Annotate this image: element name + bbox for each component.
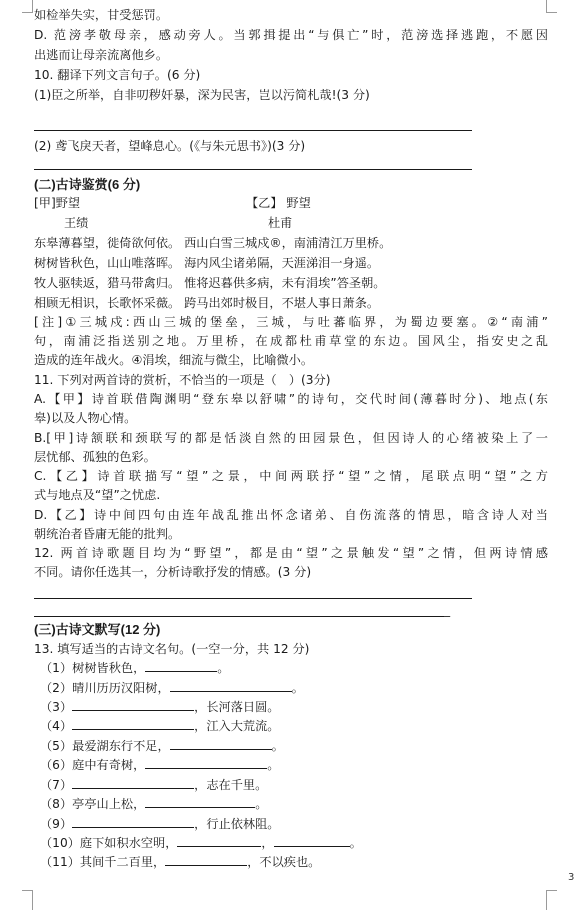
fill-item-8-num: （8） bbox=[40, 797, 73, 811]
option-c-line-2: 式与地点及“望”之忧虑. bbox=[34, 488, 161, 502]
section-3-heading: (三)古诗文默写(12 分) bbox=[34, 622, 161, 637]
question-13: 13. 填写适当的古诗文名句。(一空一分，共 12 分) bbox=[34, 642, 310, 656]
fill-blank-5[interactable] bbox=[170, 736, 272, 750]
option-a-line-2: 皋)以及人物心情。 bbox=[34, 411, 137, 425]
answer-line-12-1 bbox=[34, 598, 472, 599]
fill-item-4-after: ，江入大荒流。 bbox=[194, 719, 280, 733]
fill-item-6-before: 庭中有奇树， bbox=[72, 758, 146, 772]
fill-item-8-after: 。 bbox=[255, 797, 268, 811]
fill-item-7-after: ，志在千里。 bbox=[194, 778, 268, 792]
fill-item-8-before: 亭亭山上松， bbox=[72, 797, 146, 811]
poem-line-3: 牧人驱犊返，猎马带禽归。 惟将迟暮供多病，未有涓埃”答圣朝。 bbox=[34, 276, 386, 290]
fill-blank-2[interactable] bbox=[170, 678, 292, 692]
note-line-1: [注]①三城戍:西山三城的堡垒，三城，与吐蕃临界，为蜀边要塞。②“南浦” bbox=[34, 315, 548, 329]
option-d-line-2b: 朝统治者昏庸无能的批判。 bbox=[34, 527, 181, 541]
fill-item-10-mid: ， bbox=[261, 836, 274, 850]
fill-item-6-num: （6） bbox=[40, 758, 73, 772]
fill-item-11 bbox=[40, 852, 320, 872]
fill-blank-10a[interactable] bbox=[177, 833, 261, 847]
fill-blank-8[interactable] bbox=[145, 794, 255, 808]
fill-item-9-num: （9） bbox=[40, 817, 73, 831]
option-b-line-1: B.[甲]诗颔联和颈联写的都是恬淡自然的田园景色，但因诗人的心绪被染上了一 bbox=[34, 431, 548, 445]
fill-item-5-after: 。 bbox=[271, 739, 284, 753]
fill-blank-9[interactable] bbox=[72, 814, 194, 828]
fill-item-1-after: 。 bbox=[217, 661, 230, 675]
section-2-heading: (二)古诗鉴赏(6 分) bbox=[34, 177, 141, 192]
crop-mark-bottom-left bbox=[22, 890, 33, 910]
fill-item-1-before: 树树皆秋色， bbox=[72, 661, 146, 675]
option-d-line-2: 出逃而让母亲流离他乡。 bbox=[34, 48, 169, 62]
fill-item-9-after: ，行止依林阻。 bbox=[194, 817, 280, 831]
fill-item-10-num: （10） bbox=[40, 836, 80, 850]
fill-item-4 bbox=[40, 716, 279, 736]
fill-item-5-before: 最爱湖东行不足， bbox=[72, 739, 170, 753]
fill-item-11-num: （11） bbox=[40, 855, 80, 869]
fill-item-3-after: ，长河落日圆。 bbox=[194, 700, 280, 714]
option-c-tail: 如检举失实，甘受惩罚。 bbox=[34, 8, 169, 22]
fill-item-11-mid: ， bbox=[247, 855, 260, 869]
fill-item-1-num: （1） bbox=[40, 661, 73, 675]
fill-item-7-num: （7） bbox=[40, 778, 73, 792]
fill-item-2-num: （2） bbox=[40, 681, 73, 695]
fill-blank-6[interactable] bbox=[145, 755, 267, 769]
fill-item-5 bbox=[40, 736, 284, 756]
fill-item-7 bbox=[40, 775, 267, 795]
fill-blank-10b[interactable] bbox=[274, 833, 350, 847]
fill-item-2-after: 。 bbox=[291, 681, 304, 695]
fill-blank-3[interactable] bbox=[72, 697, 194, 711]
question-10-1: (1)臣之所举，自非叨秽奸暴，深为民害，岂以污简札哉!(3 分) bbox=[34, 88, 370, 102]
fill-item-4-num: （4） bbox=[40, 719, 73, 733]
crop-mark-top-right bbox=[546, 0, 557, 13]
answer-line-10-2 bbox=[34, 169, 472, 170]
option-d-line-1b: D.【乙】诗中间四句由连年战乱推出怀念诸弟、自伤流落的情思，暗含诗人对当 bbox=[34, 508, 548, 522]
crop-mark-bottom-right bbox=[546, 890, 557, 910]
answer-line-10-1 bbox=[34, 130, 472, 131]
poem-a-title: [甲]野望 bbox=[34, 196, 81, 210]
option-a-line-1: A.【甲】诗首联借陶渊明“登东皋以舒啸”的诗句，交代时间(薄暮时分)、地点(东 bbox=[34, 392, 548, 406]
answer-line-12-2 bbox=[34, 616, 444, 617]
fill-item-3 bbox=[40, 697, 279, 717]
fill-item-11-before: 其间千二百里， bbox=[79, 855, 166, 869]
poem-line-2: 树树皆秋色，山山唯落晖。 海内风尘诸弟隔，天涯涕泪一身遥。 bbox=[34, 256, 380, 270]
poem-b-author: 杜甫 bbox=[268, 216, 293, 230]
fill-item-10-before: 庭下如积水空明， bbox=[79, 836, 178, 850]
fill-item-1 bbox=[40, 658, 229, 678]
crop-mark-top-left bbox=[22, 0, 33, 13]
question-12-line-1: 12. 两首诗歌题目均为“野望”，都是由“望”之景触发“望”之情，但两诗情感 bbox=[34, 546, 548, 560]
fill-item-2-before: 晴川历历汉阳树， bbox=[72, 681, 170, 695]
option-b-line-2: 层忧郁、孤独的色彩。 bbox=[34, 450, 156, 464]
fill-blank-4[interactable] bbox=[72, 716, 194, 730]
fill-blank-1[interactable] bbox=[145, 658, 217, 672]
page-number: 3 bbox=[568, 872, 575, 883]
answer-line-12-end: _ bbox=[444, 603, 451, 617]
fill-item-3-num: （3） bbox=[40, 700, 73, 714]
fill-item-9 bbox=[40, 814, 279, 834]
poem-line-1: 东皋薄暮望，徙倚欲何依。 西山白雪三城戍®，南浦清江万里桥。 bbox=[34, 236, 392, 250]
option-c-line-1: C.【乙】诗首联描写“望”之景，中间两联抒“望”之情，尾联点明“望”之方 bbox=[34, 469, 548, 483]
fill-item-2 bbox=[40, 678, 304, 698]
poem-line-4: 相顾无相识，长歌怀采薇。 跨马出郊时极目，不堪人事日萧条。 bbox=[34, 296, 380, 310]
fill-blank-11[interactable] bbox=[165, 852, 247, 866]
option-d-line-1: D. 范滂孝敬母亲，感动旁人。当郭揖提出“与俱亡”时，范滂选择逃跑，不愿因 bbox=[34, 28, 548, 42]
question-11: 11. 下列对两首诗的赏析，不恰当的一项是（ ）(3分) bbox=[34, 373, 331, 387]
note-line-3: 造成的连年战火。④涓埃，细流与微尘，比喻微小。 bbox=[34, 353, 314, 367]
poem-a-author: 王绩 bbox=[64, 216, 89, 230]
fill-item-6 bbox=[40, 755, 279, 775]
fill-item-8 bbox=[40, 794, 267, 814]
fill-item-10-after: 。 bbox=[349, 836, 362, 850]
question-12-line-2: 不同。请你任选其一，分析诗歌抒发的情感。(3 分) bbox=[34, 565, 312, 579]
poem-b-title: 【乙】 野望 bbox=[246, 196, 311, 210]
fill-item-11-after: 不以疾也。 bbox=[259, 855, 321, 869]
question-10: 10. 翻译下列文言句子。(6 分) bbox=[34, 68, 201, 82]
question-10-2: (2) 鸢飞戾天者，望峰息心。(《与朱元思书》)(3 分) bbox=[34, 139, 306, 153]
fill-blank-7[interactable] bbox=[72, 775, 194, 789]
note-line-2: 句，南浦泛指送别之地。万里桥，在成都杜甫草堂的东边。国风尘，指安史之乱 bbox=[34, 334, 548, 348]
fill-item-6-after: 。 bbox=[267, 758, 280, 772]
fill-item-10 bbox=[40, 833, 362, 853]
fill-item-5-num: （5） bbox=[40, 739, 73, 753]
